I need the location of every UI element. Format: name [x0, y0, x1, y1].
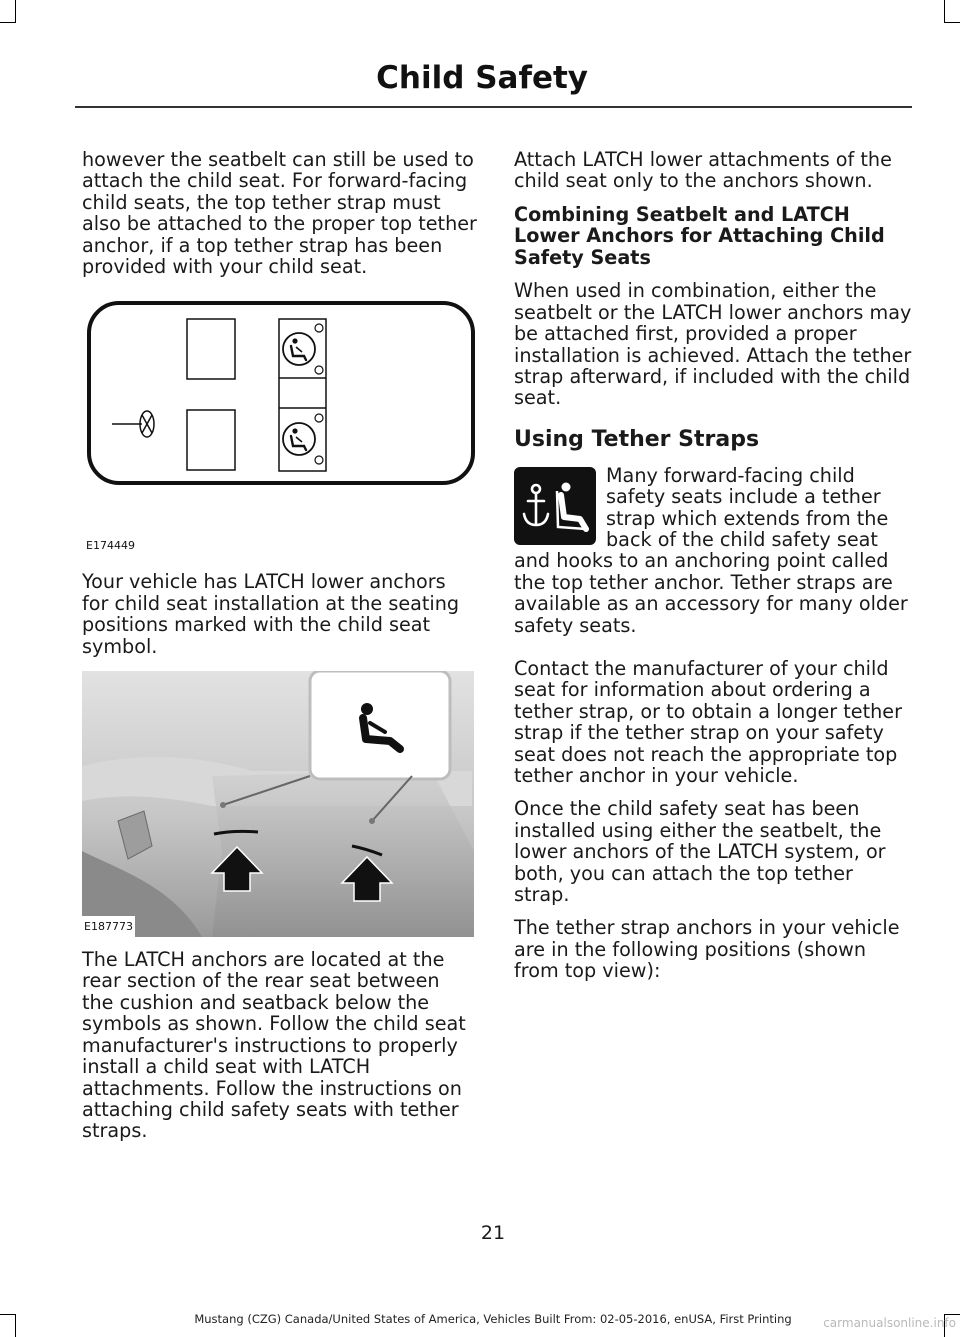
- tether-paragraph-block: [514, 465, 912, 636]
- paragraph: Attach LATCH lower attachments of the child seat only to the anchors shown.: [514, 148, 892, 193]
- footer-text: Mustang (CZG) Canada/United States of America, Vehicles Built From: 02-05-2016, enUSA, First Printing: [194, 1312, 792, 1326]
- paragraph: Once the child safety seat has been installed using either the seatbelt, the lower anchors of the LATCH system, or both, you can attach the top tether strap.: [514, 797, 886, 907]
- figure-latch-diagram: [82, 289, 477, 559]
- page-number: 21: [480, 1222, 506, 1244]
- page-title: Child Safety: [376, 60, 588, 96]
- child-seat-icon: [283, 423, 315, 455]
- latch-anchor-photo: [82, 671, 474, 937]
- paragraph: The tether strap anchors in your vehicle are in the following positions (shown from top view):: [514, 916, 900, 983]
- figure-latch-photo: [82, 671, 477, 937]
- crop-mark: [944, 22, 960, 23]
- right-column: [514, 149, 912, 994]
- header-divider: [75, 106, 912, 108]
- section-heading: Using Tether Straps: [514, 426, 760, 452]
- section-heading: Combining Seatbelt and LATCH Lower Anchors for Attaching Child Safety Seats: [514, 202, 885, 269]
- paragraph: however the seatbelt can still be used to attach the child seat. For forward-facing child seats, the top tether strap must also be attached to the proper top tether anchor, if a top tether strap has been provided with your child seat.: [82, 148, 477, 279]
- paragraph: When used in combination, either the seatbelt or the LATCH lower anchors may be attached first, provided a proper installation is achieved. Attach the tether strap afterward, if included with the child seat.: [514, 279, 912, 410]
- tether-anchor-icon: [514, 467, 596, 545]
- seatbelt-buckle-icon: [140, 411, 154, 437]
- watermark: carmanualsonline.info: [823, 1316, 956, 1330]
- figure-code: E187773: [82, 916, 135, 937]
- figure-code: E174449: [86, 539, 135, 553]
- paragraph: Your vehicle has LATCH lower anchors for child seat installation at the seating positions marked with the child seat symbol.: [82, 570, 460, 658]
- paragraph: The LATCH anchors are located at the rear section of the rear seat between the cushion and seatback below the symbols as shown. Follow the child seat manufacturer's instructions to properly install a child seat with LATCH attachments. Follow the instructions on attaching child safety seats with tether straps.: [82, 948, 466, 1143]
- child-seat-icon: [283, 333, 315, 365]
- latch-seating-diagram: [82, 297, 477, 497]
- crop-mark: [0, 22, 16, 23]
- left-column: [82, 149, 477, 1154]
- crop-mark: [15, 0, 16, 22]
- paragraph: Contact the manufacturer of your child seat for information about ordering a tether strap, or to obtain a longer tether strap if the tether strap on your safety seat does not reach the appropriate top tether anchor in your vehicle.: [514, 657, 902, 788]
- paragraph: Many forward-facing child safety seats include a tether strap which extends from the back of the child safety seat and hooks to an anchoring point called the top tether anchor. Tether straps are available as an accessory for many older safety seats.: [514, 464, 908, 636]
- crop-mark: [944, 0, 945, 22]
